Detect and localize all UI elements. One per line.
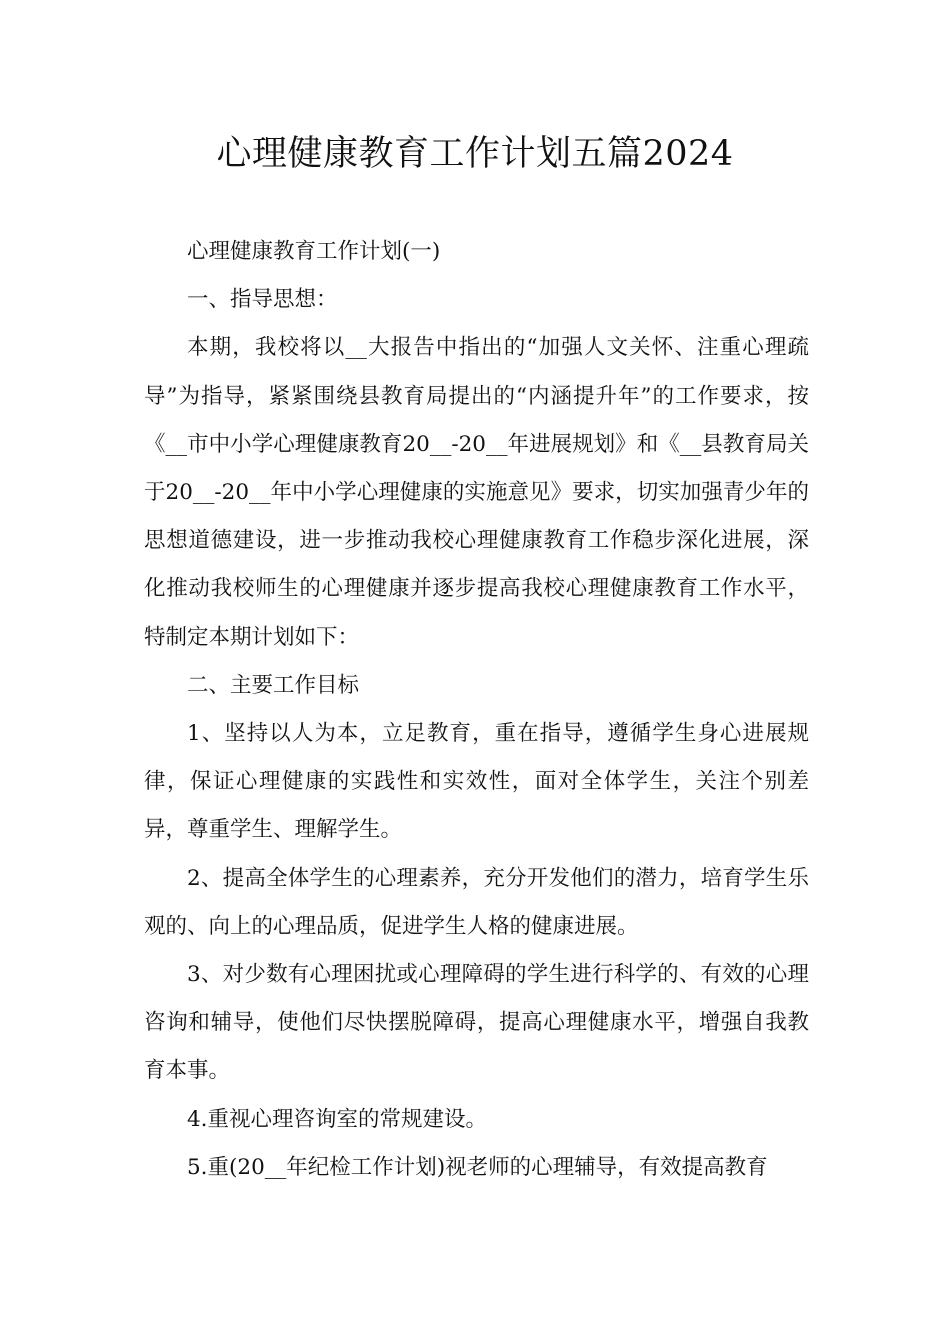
paragraph-goal-2: 2、提高全体学生的心理素养，充分开发他们的潜力，培育学生乐观的、向上的心理品质，促进学生人格的健康进展。 — [144, 865, 809, 939]
section-heading-guiding-ideology: 一、指导思想： — [187, 287, 338, 313]
section-heading-main-goals: 二、主要工作目标 — [187, 672, 360, 698]
paragraph-goal-4: 4.重视心理咨询室的常规建设。 — [187, 1106, 488, 1132]
paragraph-goal-1: 1、坚持以人为本，立足教育，重在指导，遵循学生身心进展规律，保证心理健康的实践性和实效性，面对全体学生，关注个别差异，尊重学生、理解学生。 — [144, 721, 809, 843]
document-body — [144, 228, 809, 1192]
document-title: 心理健康教育工作计划五篇2024 — [216, 134, 734, 174]
paragraph-guiding-ideology: 本期，我校将以__大报告中指出的“加强人文关怀、注重心理疏导”为指导，紧紧围绕县教育局提出的“内涵提升年”的工作要求，按《__市中小学心理健康教育20__-20__年进展规划》和《__县教育局关于20__-20__年中小学心理健康的实施意见》要求，切实加强青少年的思想道德建设，进一步推动我校心理健康教育工作稳步深化进展，深化推动我校师生的心理健康并逐步提高我校心理健康教育工作水平，特制定本期计划如下： — [144, 335, 809, 650]
paragraph-goal-5: 5.重(20__年纪检工作计划)视老师的心理辅导，有效提高教育 — [187, 1154, 768, 1180]
section-heading-plan-one: 心理健康教育工作计划(一) — [187, 239, 441, 264]
paragraph-goal-3: 3、对少数有心理困扰或心理障碍的学生进行科学的、有效的心理咨询和辅导，使他们尽快摆脱障碍，提高心理健康水平，增强自我教育本事。 — [144, 962, 809, 1084]
